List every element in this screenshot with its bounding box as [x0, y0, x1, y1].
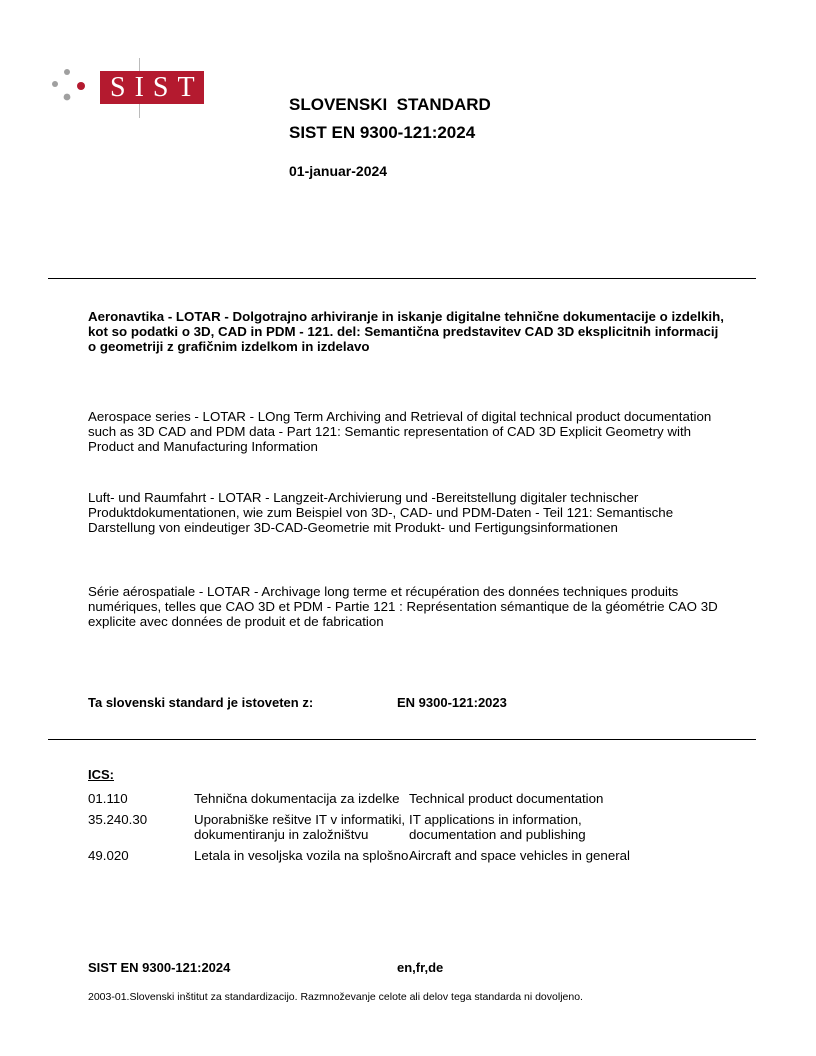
ics-description-en: Aircraft and space vehicles in general [409, 847, 630, 863]
footer-languages: en,fr,de [397, 960, 444, 975]
standard-code: SIST EN 9300-121:2024 [289, 123, 476, 142]
ics-description-en: IT applications in information, documentation and publishing [409, 811, 586, 842]
ics-code: 49.020 [88, 847, 129, 863]
table-row [88, 812, 634, 848]
logo-dots-icon [50, 66, 90, 106]
ics-table [88, 791, 634, 868]
title-english: Aerospace series - LOTAR - LOng Term Archiving and Retrieval of digital technical product documentation such as 3D CAD and PDM data - Part 121: Semantic representation of CAD 3D Explicit Geometry with Product and Manufacturing Information [88, 409, 712, 454]
copyright-notice: 2003-01.Slovenski inštitut za standardizacijo. Razmnoževanje celote ali delov tega standarda ni dovoljeno. [88, 991, 583, 1003]
sist-logo: SIST [100, 71, 204, 104]
standard-date: 01-januar-2024 [289, 163, 388, 179]
standard-kind: SLOVENSKI STANDARD [289, 95, 491, 114]
ics-description-sl: Tehnična dokumentacija za izdelke [194, 791, 400, 806]
identical-reference: EN 9300-121:2023 [397, 695, 507, 710]
identical-label: Ta slovenski standard je istoveten z: [88, 695, 314, 710]
title-german: Luft- und Raumfahrt - LOTAR - Langzeit-Archivierung und -Bereitstellung digitaler technischer Produktdokumentationen, wie zum Beispiel von 3D-, CAD- und PDM-Daten - Teil 121: Semantische Darstellung von eindeutiger 3D-CAD-Geometrie mit Produkt- und Fertigungsinformationen [88, 490, 674, 535]
table-row [88, 791, 634, 812]
ics-heading: ICS: [88, 767, 114, 782]
middle-divider [48, 739, 756, 740]
title-french: Série aérospatiale - LOTAR - Archivage long terme et récupération des données techniques produits numériques, telles que CAO 3D et PDM - Partie 121 : Représentation sémantique de la géométrie CAO 3D explicite avec données de produit et de fabrication [88, 584, 718, 629]
ics-description-sl: Uporabniške rešitve IT v informatiki, dokumentiranju in založništvu [194, 811, 406, 842]
ics-description-en: Technical product documentation [409, 791, 604, 806]
top-divider [48, 278, 756, 279]
footer-standard-code: SIST EN 9300-121:2024 [88, 960, 231, 975]
ics-description-sl: Letala in vesoljska vozila na splošno [194, 847, 409, 863]
title-slovenian: Aeronavtika - LOTAR - Dolgotrajno arhiviranje in iskanje digitalne tehnične dokumentacije o izdelkih, kot so podatki o 3D, CAD in PDM - 121. del: Semantična predstavitev CAD 3D eksplicitnih informacij o geometriji z grafičnim izdelkom in izdelavo [88, 309, 724, 354]
ics-code: 01.110 [88, 791, 128, 806]
ics-code: 35.240.30 [88, 811, 148, 827]
table-row [88, 848, 634, 869]
